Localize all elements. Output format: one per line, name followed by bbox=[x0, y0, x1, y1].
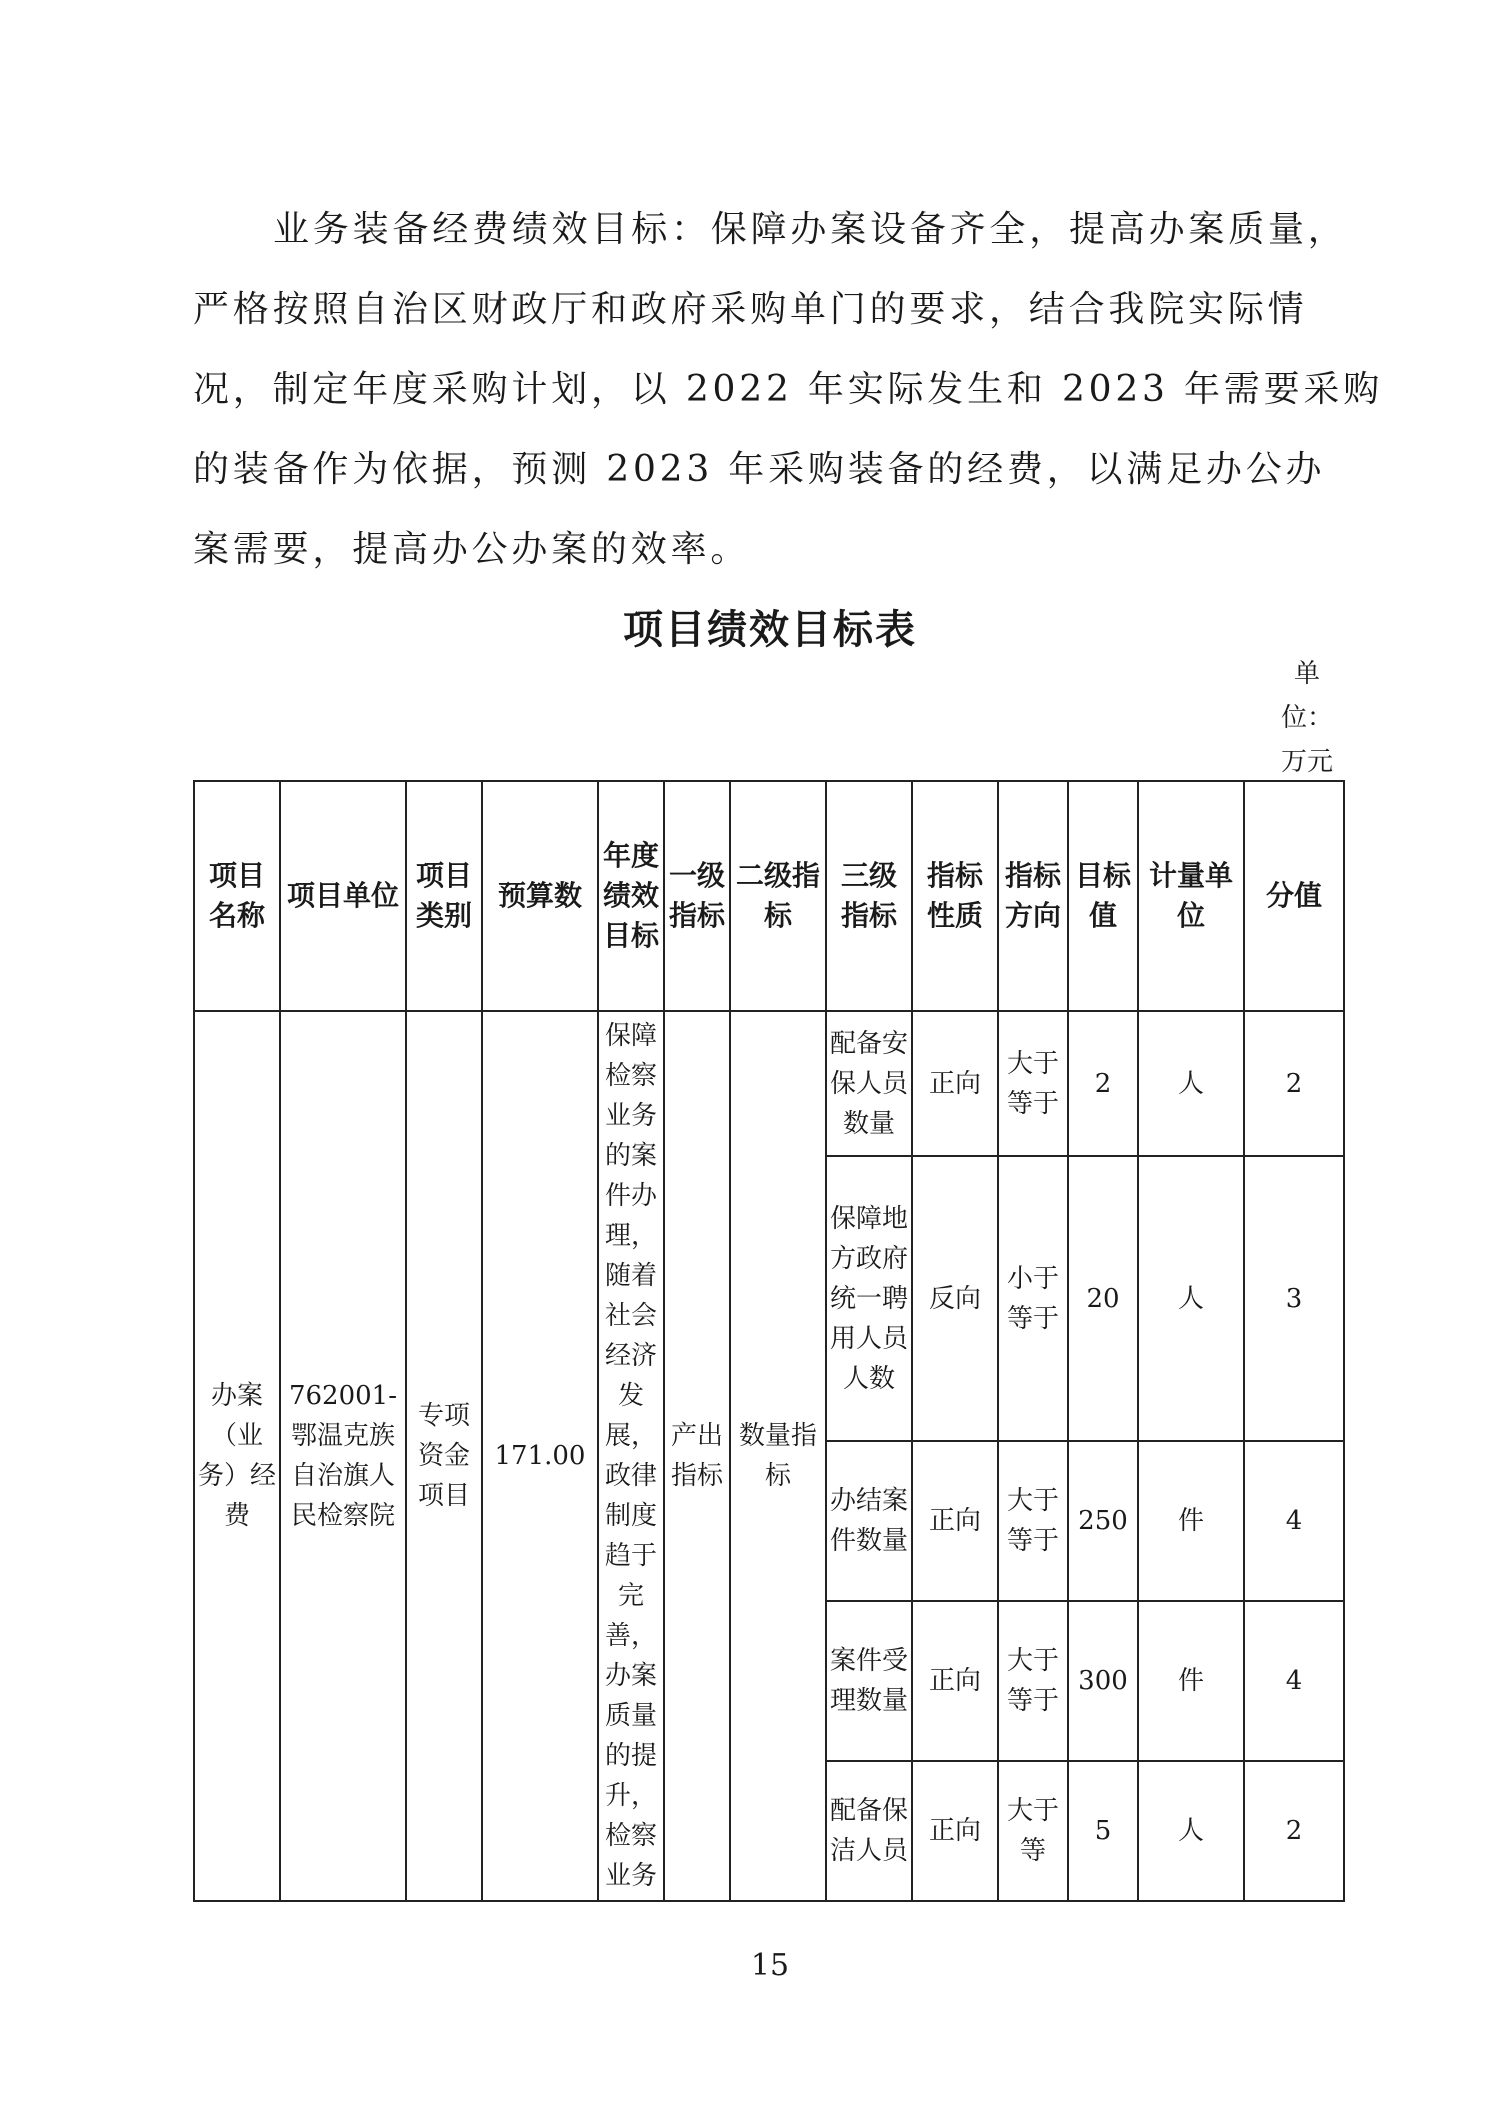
project-category: 专项资金项目 bbox=[406, 1011, 482, 1901]
level3-indicator: 办结案件数量 bbox=[826, 1441, 912, 1601]
page-number: 15 bbox=[750, 1948, 790, 1983]
target-value: 2 bbox=[1068, 1011, 1138, 1156]
project-name: 办案（业务）经费 bbox=[194, 1011, 280, 1901]
level1-indicator: 产出指标 bbox=[664, 1011, 730, 1901]
level3-indicator: 保障地方政府统一聘用人员人数 bbox=[826, 1156, 912, 1441]
header-direction: 指标方向 bbox=[998, 781, 1068, 1011]
unit-label: 单位：万元 bbox=[1280, 659, 1333, 777]
header-project-name: 项目名称 bbox=[194, 781, 280, 1011]
header-row bbox=[194, 781, 1344, 1011]
project-budget: 171.00 bbox=[482, 1011, 598, 1901]
indicator-direction: 小于等于 bbox=[998, 1156, 1068, 1441]
measure-unit: 件 bbox=[1138, 1601, 1244, 1761]
score: 4 bbox=[1244, 1601, 1344, 1761]
level3-indicator: 配备安保人员数量 bbox=[826, 1011, 912, 1156]
target-value: 5 bbox=[1068, 1761, 1138, 1901]
target-value: 250 bbox=[1068, 1441, 1138, 1601]
header-project-category: 项目类别 bbox=[406, 781, 482, 1011]
indicator-nature: 正向 bbox=[912, 1761, 998, 1901]
indicator-direction: 大于等于 bbox=[998, 1601, 1068, 1761]
measure-unit: 人 bbox=[1138, 1011, 1244, 1156]
level3-indicator: 配备保洁人员 bbox=[826, 1761, 912, 1901]
measure-unit: 人 bbox=[1138, 1761, 1244, 1901]
header-annual-goal: 年度绩效目标 bbox=[598, 781, 664, 1011]
target-value: 300 bbox=[1068, 1601, 1138, 1761]
paragraph-line: 严格按照自治区财政厅和政府采购单门的要求，结合我院实际情 bbox=[193, 289, 1308, 330]
measure-unit: 人 bbox=[1138, 1156, 1244, 1441]
indicator-nature: 正向 bbox=[912, 1441, 998, 1601]
measure-unit: 件 bbox=[1138, 1441, 1244, 1601]
header-level1: 一级指标 bbox=[664, 781, 730, 1011]
level3-indicator: 案件受理数量 bbox=[826, 1601, 912, 1761]
paragraph-line: 案需要，提高办公办案的效率。 bbox=[193, 529, 751, 570]
indicator-direction: 大于等于 bbox=[998, 1011, 1068, 1156]
indicator-direction: 大于等于 bbox=[998, 1441, 1068, 1601]
table-row bbox=[194, 1011, 1344, 1156]
annual-goal: 保障检察业务的案件办理，随着社会经济发展，政律制度趋于完善，办案质量的提升，检察业务 bbox=[598, 1011, 664, 1901]
project-unit: 762001-鄂温克族自治旗人民检察院 bbox=[280, 1011, 406, 1901]
paragraph-line: 业务装备经费绩效目标：保障办案设备齐全，提高办案质量， bbox=[273, 209, 1348, 250]
header-measure: 计量单位 bbox=[1138, 781, 1244, 1011]
score: 2 bbox=[1244, 1761, 1344, 1901]
level2-indicator: 数量指标 bbox=[730, 1011, 826, 1901]
header-level2: 二级指标 bbox=[730, 781, 826, 1011]
score: 3 bbox=[1244, 1156, 1344, 1441]
header-nature: 指标性质 bbox=[912, 781, 998, 1011]
indicator-direction: 大于等 bbox=[998, 1761, 1068, 1901]
performance-target-table bbox=[193, 780, 1345, 1902]
header-budget: 预算数 bbox=[482, 781, 598, 1011]
score: 2 bbox=[1244, 1011, 1344, 1156]
paragraph-line: 况，制定年度采购计划，以 2022 年实际发生和 2023 年需要采购 bbox=[193, 369, 1384, 410]
indicator-nature: 正向 bbox=[912, 1601, 998, 1761]
header-project-unit: 项目单位 bbox=[280, 781, 406, 1011]
score: 4 bbox=[1244, 1441, 1344, 1601]
indicator-nature: 反向 bbox=[912, 1156, 998, 1441]
paragraph-line: 的装备作为依据，预测 2023 年采购装备的经费，以满足办公办 bbox=[193, 449, 1326, 490]
indicator-nature: 正向 bbox=[912, 1011, 998, 1156]
header-level3: 三级指标 bbox=[826, 781, 912, 1011]
performance-goal-paragraph bbox=[193, 190, 1384, 590]
header-score: 分值 bbox=[1244, 781, 1344, 1011]
header-target: 目标值 bbox=[1068, 781, 1138, 1011]
table-title: 项目绩效目标表 bbox=[623, 607, 917, 653]
target-value: 20 bbox=[1068, 1156, 1138, 1441]
